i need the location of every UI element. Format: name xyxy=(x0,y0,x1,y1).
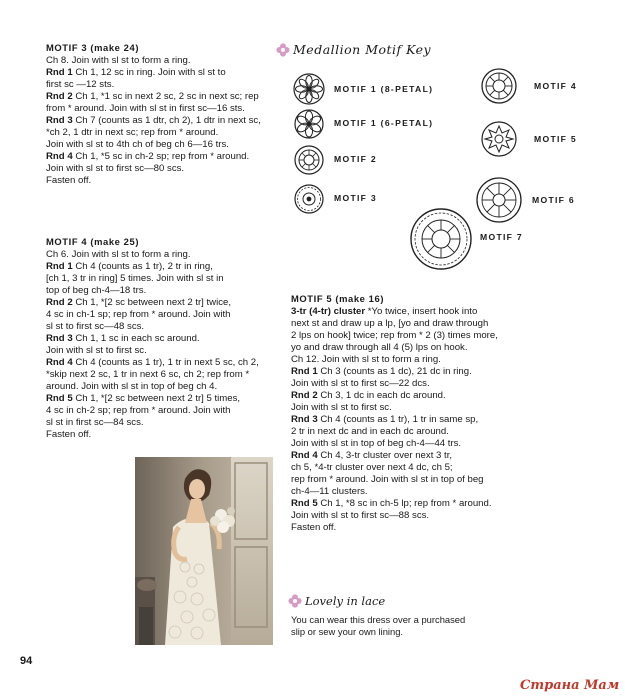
instruction-line xyxy=(291,318,527,330)
motif7-icon xyxy=(408,206,474,272)
round-label: Rnd 2 xyxy=(291,390,318,401)
key-label-motif1-8petal: MOTIF 1 (8-PETAL) xyxy=(334,84,434,94)
instruction-text: Ch 4, 3-tr cluster over next 3 tr, xyxy=(317,450,453,461)
instruction-text: Ch 4 (counts as 1 tr), 2 tr in ring, xyxy=(72,261,213,272)
key-label-motif5: MOTIF 5 xyxy=(534,134,577,144)
instruction-line xyxy=(291,522,527,534)
instruction-line xyxy=(46,139,284,151)
instruction-line xyxy=(46,357,284,369)
instruction-line xyxy=(291,414,527,426)
lovely-in-lace-title xyxy=(288,594,385,608)
page-number: 94 xyxy=(20,655,33,667)
instruction-text: Ch 1, *[2 sc between next 2 tr] 5 times, xyxy=(72,393,241,404)
instruction-line xyxy=(291,330,527,342)
instruction-text: Fasten off. xyxy=(291,522,337,533)
instruction-line xyxy=(46,273,284,285)
round-label: Rnd 1 xyxy=(291,366,318,377)
instruction-text: sl st in first sc—84 scs. xyxy=(46,417,144,428)
instruction-text: next st and draw up a lp, [yo and draw through xyxy=(291,318,489,329)
key-label-motif7: MOTIF 7 xyxy=(480,232,523,242)
instruction-text: Ch 3 (counts as 1 dc), 21 dc in ring. xyxy=(317,366,472,377)
motif3-heading: MOTIF 3 (make 24) xyxy=(46,42,140,53)
instruction-line xyxy=(291,498,527,510)
instruction-text: 2 lps on hook] twice; rep from * 2 (3) times more, xyxy=(291,330,498,341)
instruction-text: Ch 6. Join with sl st to form a ring. xyxy=(46,249,191,260)
woman-in-lace-dress-image xyxy=(135,457,273,645)
caption-line: You can wear this dress over a purchased xyxy=(291,614,466,625)
instruction-line xyxy=(46,79,284,91)
instruction-line xyxy=(291,426,527,438)
instruction-line xyxy=(291,378,527,390)
round-label: Rnd 4 xyxy=(46,357,73,368)
round-label: Rnd 5 xyxy=(46,393,73,404)
instruction-text: Join with sl st to first sc—22 dcs. xyxy=(291,378,430,389)
motif-key-title xyxy=(276,42,431,57)
round-label: Rnd 1 xyxy=(46,261,73,272)
instruction-text: 4 sc in ch-1 sp; rep from * around. Join with xyxy=(46,309,231,320)
site-watermark: Страна Мам xyxy=(520,678,620,693)
instruction-line xyxy=(46,249,284,261)
instruction-line xyxy=(291,486,527,498)
key-label-motif3: MOTIF 3 xyxy=(334,193,377,203)
motif6-icon xyxy=(474,175,524,225)
flower-ornament-icon xyxy=(276,43,290,57)
motif-key-title-text: Medallion Motif Key xyxy=(293,42,432,57)
instruction-text: ch-4—11 clusters. xyxy=(291,486,368,497)
instruction-text: first sc —12 sts. xyxy=(46,79,115,90)
instruction-text: around. Join with sl st in top of beg ch 4. xyxy=(46,381,218,392)
instruction-line xyxy=(46,285,284,297)
instruction-text: Join with sl st to first sc. xyxy=(291,402,392,413)
instruction-line xyxy=(46,429,284,441)
round-label: Rnd 2 xyxy=(46,91,73,102)
instruction-text: Fasten off. xyxy=(46,175,92,186)
round-label: Rnd 5 xyxy=(291,498,318,509)
instruction-line xyxy=(291,342,527,354)
motif4-heading: MOTIF 4 (make 25) xyxy=(46,236,140,247)
instruction-line xyxy=(291,390,527,402)
instruction-text: 2 tr in next dc and in each dc around. xyxy=(291,426,449,437)
motif5-instructions xyxy=(291,306,527,534)
instruction-line xyxy=(46,417,284,429)
instruction-text: Ch 7 (counts as 1 dtr, ch 2), 1 dtr in next sc, xyxy=(72,115,261,126)
instruction-line xyxy=(46,405,284,417)
instruction-text: Ch 12. Join with sl st to form a ring. xyxy=(291,354,441,365)
instruction-text: [ch 1, 3 tr in ring] 5 times. Join with sl st in xyxy=(46,273,224,284)
instruction-line xyxy=(46,369,284,381)
dress-photo xyxy=(135,457,273,645)
instruction-text: Ch 1, *8 sc in ch-5 lp; rep from * around. xyxy=(317,498,492,509)
instruction-line xyxy=(291,462,527,474)
instruction-line xyxy=(46,393,284,405)
instruction-text: ch 5, *4-tr cluster over next 4 dc, ch 5; xyxy=(291,462,453,473)
round-label: Rnd 2 xyxy=(46,297,73,308)
instruction-text: sl st to first sc—48 scs. xyxy=(46,321,145,332)
instruction-line xyxy=(46,321,284,333)
instruction-text: Join with sl st to first sc—80 scs. xyxy=(46,163,185,174)
instruction-line xyxy=(46,175,284,187)
key-label-motif6: MOTIF 6 xyxy=(532,195,575,205)
caption-line: slip or sew your own lining. xyxy=(291,626,404,637)
lovely-in-lace-text: Lovely in lace xyxy=(305,594,386,608)
round-label: Rnd 1 xyxy=(46,67,73,78)
motif1-6petal-icon xyxy=(292,108,326,140)
key-label-motif1-6petal: MOTIF 1 (6-PETAL) xyxy=(334,118,434,128)
instruction-line xyxy=(46,297,284,309)
instruction-line xyxy=(46,333,284,345)
instruction-line xyxy=(46,91,284,103)
instruction-line xyxy=(291,510,527,522)
instruction-text: Ch 4 (counts as 1 tr), 1 tr in next 5 sc, ch 2, xyxy=(72,357,259,368)
instruction-line xyxy=(46,67,284,79)
round-label: 3-tr (4-tr) cluster xyxy=(291,306,366,317)
instruction-line xyxy=(291,366,527,378)
motif4-icon xyxy=(480,67,518,105)
motif2-icon xyxy=(292,144,326,176)
instruction-line xyxy=(46,309,284,321)
instruction-line xyxy=(291,438,527,450)
instruction-line xyxy=(46,151,284,163)
flower-ornament-icon xyxy=(288,594,302,608)
round-label: Rnd 3 xyxy=(46,115,73,126)
round-label: Rnd 3 xyxy=(46,333,73,344)
instruction-text: 4 sc in ch-2 sp; rep from * around. Join with xyxy=(46,405,231,416)
motif5-heading: MOTIF 5 (make 16) xyxy=(291,293,385,304)
instruction-line xyxy=(46,163,284,175)
instruction-line xyxy=(291,450,527,462)
instruction-text: Ch 1, 12 sc in ring. Join with sl st to xyxy=(72,67,226,78)
instruction-text: Ch 1, *5 sc in ch-2 sp; rep from * around. xyxy=(72,151,250,162)
instruction-line xyxy=(291,474,527,486)
photo-caption xyxy=(291,614,465,638)
instruction-line xyxy=(291,306,527,318)
motif4-instructions xyxy=(46,249,284,441)
instruction-line xyxy=(46,103,284,115)
instruction-text: Ch 1, *[2 sc between next 2 tr] twice, xyxy=(72,297,232,308)
motif3-section xyxy=(46,42,284,187)
instruction-text: Join with sl st to first sc—88 scs. xyxy=(291,510,430,521)
instruction-line xyxy=(46,55,284,67)
instruction-line xyxy=(46,381,284,393)
instruction-text: rep from * around. Join with sl st in top of beg xyxy=(291,474,484,485)
motif5-section xyxy=(291,293,527,534)
motif3-icon xyxy=(292,183,326,215)
instruction-text: Join with sl st in top of beg ch-4—44 trs. xyxy=(291,438,462,449)
instruction-text: Fasten off. xyxy=(46,429,92,440)
instruction-text: *ch 2, 1 dtr in next sc; rep from * around. xyxy=(46,127,219,138)
round-label: Rnd 4 xyxy=(291,450,318,461)
instruction-line xyxy=(291,402,527,414)
instruction-text: Join with sl st to 4th ch of beg ch 6—16 trs. xyxy=(46,139,229,150)
key-label-motif4: MOTIF 4 xyxy=(534,81,577,91)
instruction-line xyxy=(291,354,527,366)
instruction-text: yo and draw through all 4 (5) lps on hook. xyxy=(291,342,468,353)
instruction-line xyxy=(46,345,284,357)
instruction-line xyxy=(46,115,284,127)
instruction-text: from * around. Join with sl st in first sc—16 sts. xyxy=(46,103,245,114)
motif4-section xyxy=(46,236,284,441)
motif5-icon xyxy=(478,119,520,159)
instruction-text: Ch 8. Join with sl st to form a ring. xyxy=(46,55,191,66)
motif3-instructions xyxy=(46,55,284,187)
instruction-text: Ch 1, 1 sc in each sc around. xyxy=(72,333,200,344)
motif1-8petal-icon xyxy=(292,72,326,106)
key-label-motif2: MOTIF 2 xyxy=(334,154,377,164)
instruction-text: top of beg ch-4—18 trs. xyxy=(46,285,147,296)
round-label: Rnd 4 xyxy=(46,151,73,162)
instruction-text: Join with sl st to first sc. xyxy=(46,345,147,356)
instruction-line xyxy=(46,127,284,139)
instruction-text: Ch 4 (counts as 1 tr), 1 tr in same sp, xyxy=(317,414,479,425)
round-label: Rnd 3 xyxy=(291,414,318,425)
instruction-text: Ch 3, 1 dc in each dc around. xyxy=(317,390,446,401)
instruction-line xyxy=(46,261,284,273)
instruction-text: Ch 1, *1 sc in next 2 sc, 2 sc in next sc; rep xyxy=(72,91,259,102)
instruction-text: *Yo twice, insert hook into xyxy=(365,306,478,317)
instruction-text: *skip next 2 sc, 1 tr in next 6 sc, ch 2; rep from * xyxy=(46,369,250,380)
